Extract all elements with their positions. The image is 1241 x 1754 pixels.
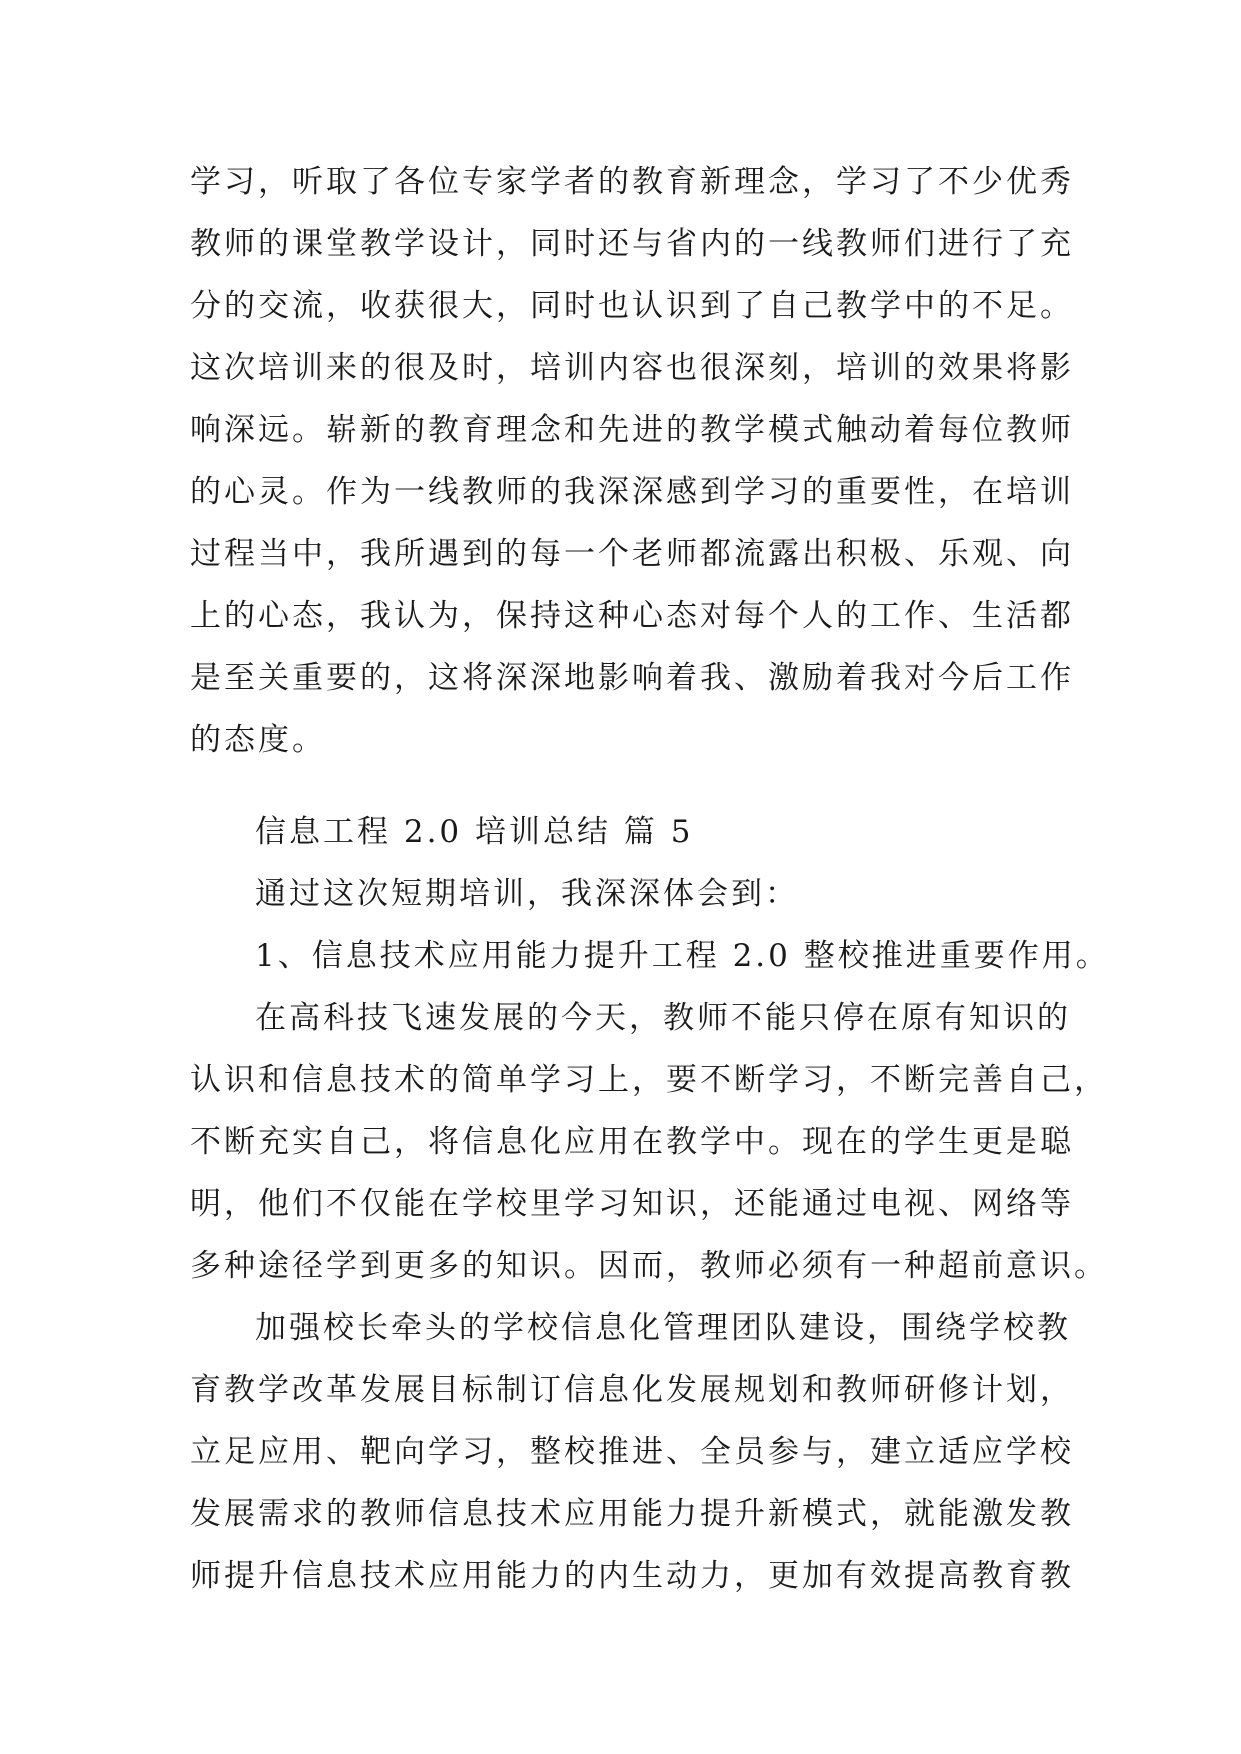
paragraph-line: 分的交流，收获很大，同时也认识到了自己教学中的不足。 [190, 288, 1074, 324]
paragraph-line: 在高科技飞速发展的今天，教师不能只停在原有知识的 [255, 1000, 1071, 1036]
paragraph-line: 认识和信息技术的简单学习上，要不断学习，不断完善自己， [190, 1062, 1108, 1098]
paragraph-line: 发展需求的教师信息技术应用能力提升新模式，就能激发教 [190, 1496, 1074, 1532]
paragraph-line: 响深远。崭新的教育理念和先进的教学模式触动着每位教师 [190, 412, 1074, 448]
paragraph-line: 多种途径学到更多的知识。因而，教师必须有一种超前意识。 [190, 1248, 1108, 1284]
paragraph-line: 的心灵。作为一线教师的我深深感到学习的重要性，在培训 [190, 474, 1074, 510]
paragraph-line: 过程当中，我所遇到的每一个老师都流露出积极、乐观、向 [190, 536, 1074, 572]
point-1: 1、信息技术应用能力提升工程 2.0 整校推进重要作用。 [255, 938, 1110, 974]
intro-sentence: 通过这次短期培训，我深深体会到： [255, 876, 799, 912]
paragraph-line: 上的心态，我认为，保持这种心态对每个人的工作、生活都 [190, 598, 1074, 634]
paragraph-line: 育教学改革发展目标制订信息化发展规划和教师研修计划， [190, 1372, 1074, 1408]
paragraph-line: 明，他们不仅能在学校里学习知识，还能通过电视、网络等 [190, 1186, 1074, 1222]
section-title: 信息工程 2.0 培训总结 篇 5 [255, 814, 694, 850]
paragraph-line: 立足应用、靶向学习，整校推进、全员参与，建立适应学校 [190, 1434, 1074, 1470]
paragraph-line: 加强校长牵头的学校信息化管理团队建设，围绕学校教 [255, 1310, 1071, 1346]
paragraph-line: 是至关重要的，这将深深地影响着我、激励着我对今后工作 [190, 660, 1074, 696]
paragraph-line: 教师的课堂教学设计，同时还与省内的一线教师们进行了充 [190, 226, 1074, 262]
paragraph-line: 这次培训来的很及时，培训内容也很深刻，培训的效果将影 [190, 350, 1074, 386]
paragraph-line: 师提升信息技术应用能力的内生动力，更加有效提高教育教 [190, 1558, 1074, 1594]
paragraph-line: 的态度。 [190, 722, 326, 758]
paragraph-line: 不断充实自己，将信息化应用在教学中。现在的学生更是聪 [190, 1124, 1074, 1160]
paragraph-line: 学习，听取了各位专家学者的教育新理念，学习了不少优秀 [190, 164, 1074, 200]
